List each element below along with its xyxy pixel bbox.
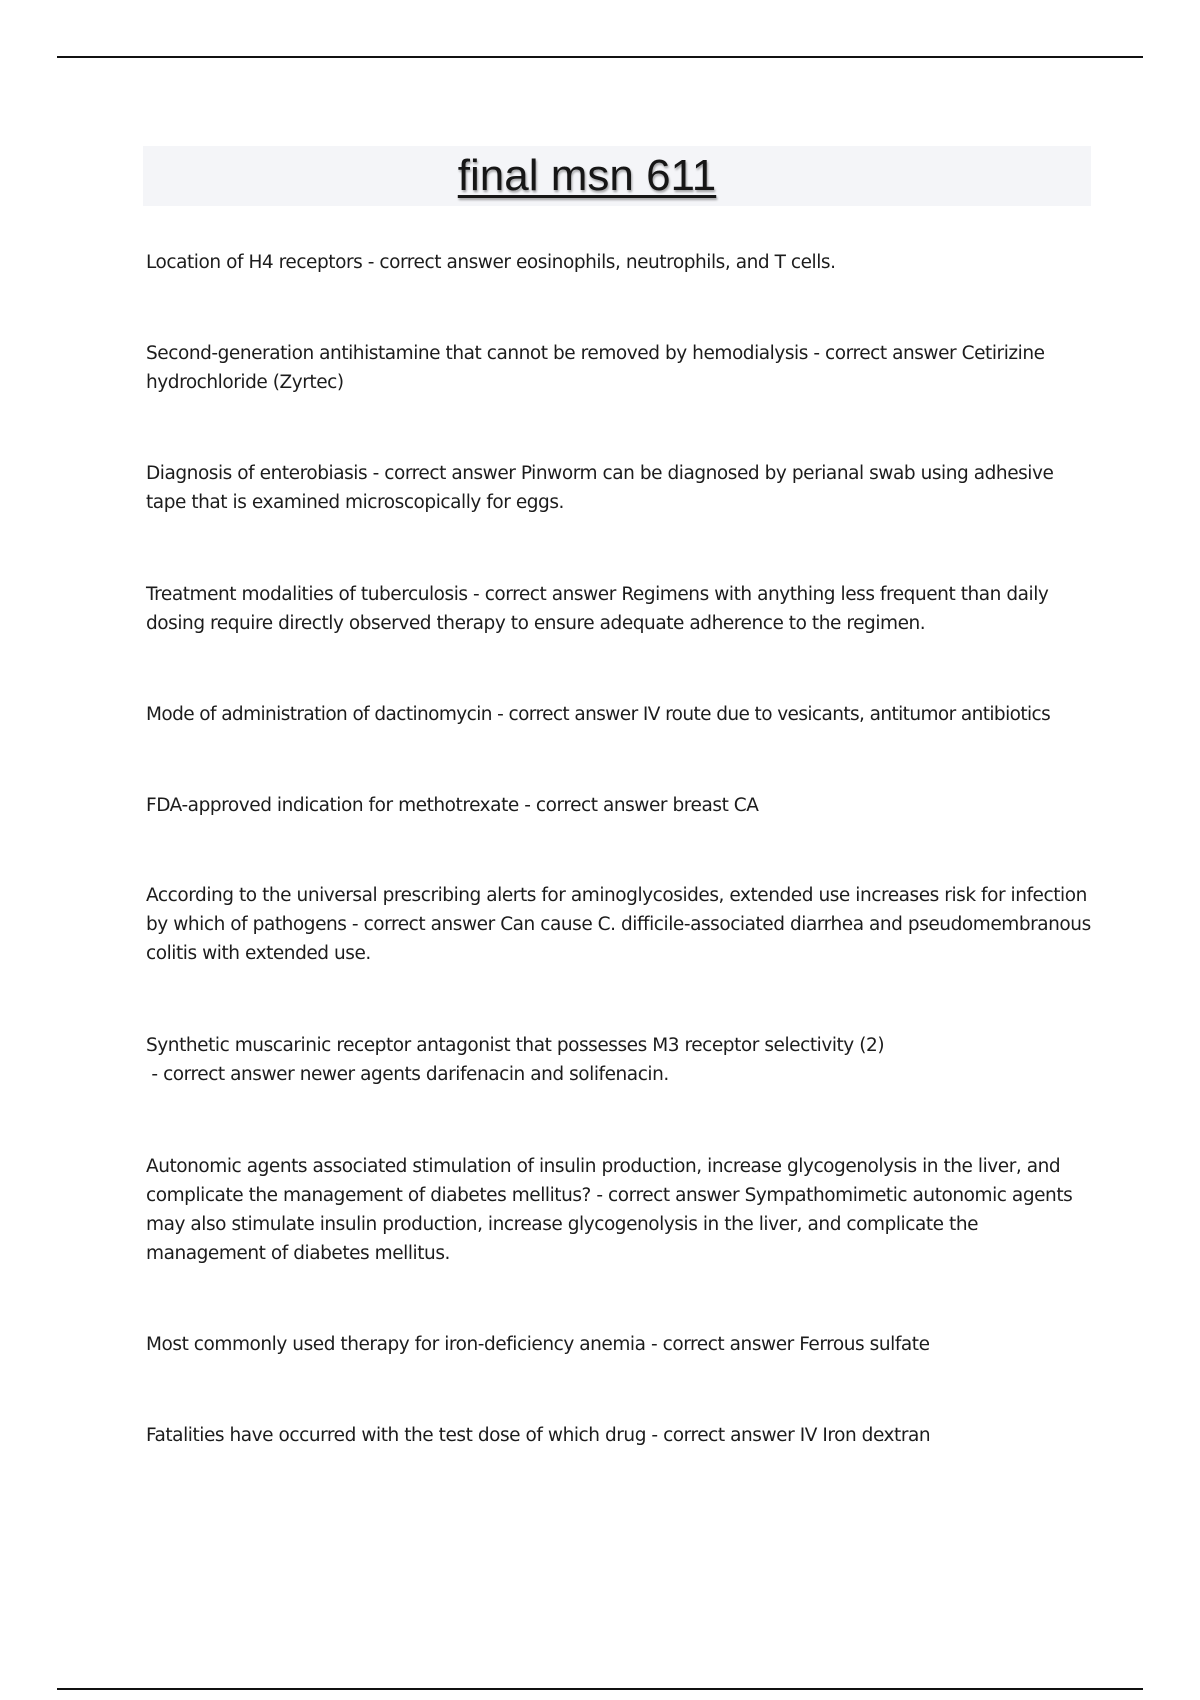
qa-item xyxy=(146,339,1091,397)
qa-item xyxy=(146,1031,1091,1089)
answer-text: IV Iron dextran xyxy=(799,1425,931,1446)
qa-item xyxy=(146,881,1091,968)
page-title: final msn 611 xyxy=(457,151,717,200)
answer-text: Pinworm can be diagnosed by perianal swab using adhesive tape that is examined microscopically for eggs. xyxy=(146,463,1054,513)
answer-separator: - correct answer xyxy=(146,1064,300,1085)
qa-item xyxy=(146,1330,1091,1359)
answer-separator: - correct answer xyxy=(491,704,643,725)
answer-separator: - correct answer xyxy=(645,1425,800,1446)
question-text: Diagnosis of enterobiasis xyxy=(146,463,368,484)
top-rule xyxy=(57,56,1143,58)
answer-text: breast CA xyxy=(672,795,759,816)
answer-separator: - correct answer xyxy=(467,584,622,605)
question-text: Second-generation antihistamine that cannot be removed by hemodialysis xyxy=(146,343,808,364)
answer-separator: - correct answer xyxy=(367,463,521,484)
question-text: Location of H4 receptors xyxy=(146,252,363,273)
question-text: Synthetic muscarinic receptor antagonist that possesses M3 receptor selectivity (2) xyxy=(146,1035,885,1056)
qa-item xyxy=(146,1152,1091,1268)
answer-separator: - correct answer xyxy=(807,343,962,364)
qa-item xyxy=(146,791,1091,820)
answer-separator: - correct answer xyxy=(590,1185,745,1206)
answer-text: Regimens with anything less frequent than daily dosing require directly observed therapy to ensure adequate adherence to the regimen. xyxy=(146,584,1049,634)
answer-separator: - correct answer xyxy=(518,795,673,816)
answer-text: Ferrous sulfate xyxy=(799,1334,930,1355)
answer-text: newer agents darifenacin and solifenacin. xyxy=(299,1064,669,1085)
answer-separator: - correct answer xyxy=(346,914,501,935)
qa-item xyxy=(146,459,1091,517)
question-text: FDA-approved indication for methotrexate xyxy=(146,795,519,816)
qa-item xyxy=(146,700,1106,729)
answer-text: Sympathomimetic autonomic agents may also stimulate insulin production, increase glycogenolysis in the liver, and complicate the management of diabetes mellitus. xyxy=(146,1185,1073,1264)
answer-separator: - correct answer xyxy=(645,1334,800,1355)
question-text: Autonomic agents associated stimulation of insulin production, increase glycogenolysis in the liver, and complicate the management of diabetes mellitus? xyxy=(146,1156,1061,1206)
qa-item xyxy=(146,580,1091,638)
question-text: According to the universal prescribing alerts for aminoglycosides, extended use increases risk for infection by which of pathogens xyxy=(146,885,1087,935)
question-text: Most commonly used therapy for iron-deficiency anemia xyxy=(146,1334,646,1355)
answer-text: IV route due to vesicants, antitumor antibiotics xyxy=(642,704,1051,725)
question-text: Treatment modalities of tuberculosis xyxy=(146,584,468,605)
answer-text: Can cause C. difficile-associated diarrhea and pseudomembranous colitis with extended use. xyxy=(146,914,1091,964)
title-band xyxy=(143,146,1091,206)
bottom-rule xyxy=(57,1688,1143,1690)
qa-item xyxy=(146,1421,1091,1450)
answer-text: Cetirizine hydrochloride (Zyrtec) xyxy=(146,343,1045,393)
qa-item xyxy=(146,248,1091,277)
question-text: Mode of administration of dactinomycin xyxy=(146,704,492,725)
answer-text: eosinophils, neutrophils, and T cells. xyxy=(516,252,836,273)
answer-separator: - correct answer xyxy=(362,252,516,273)
question-text: Fatalities have occurred with the test dose of which drug xyxy=(146,1425,646,1446)
